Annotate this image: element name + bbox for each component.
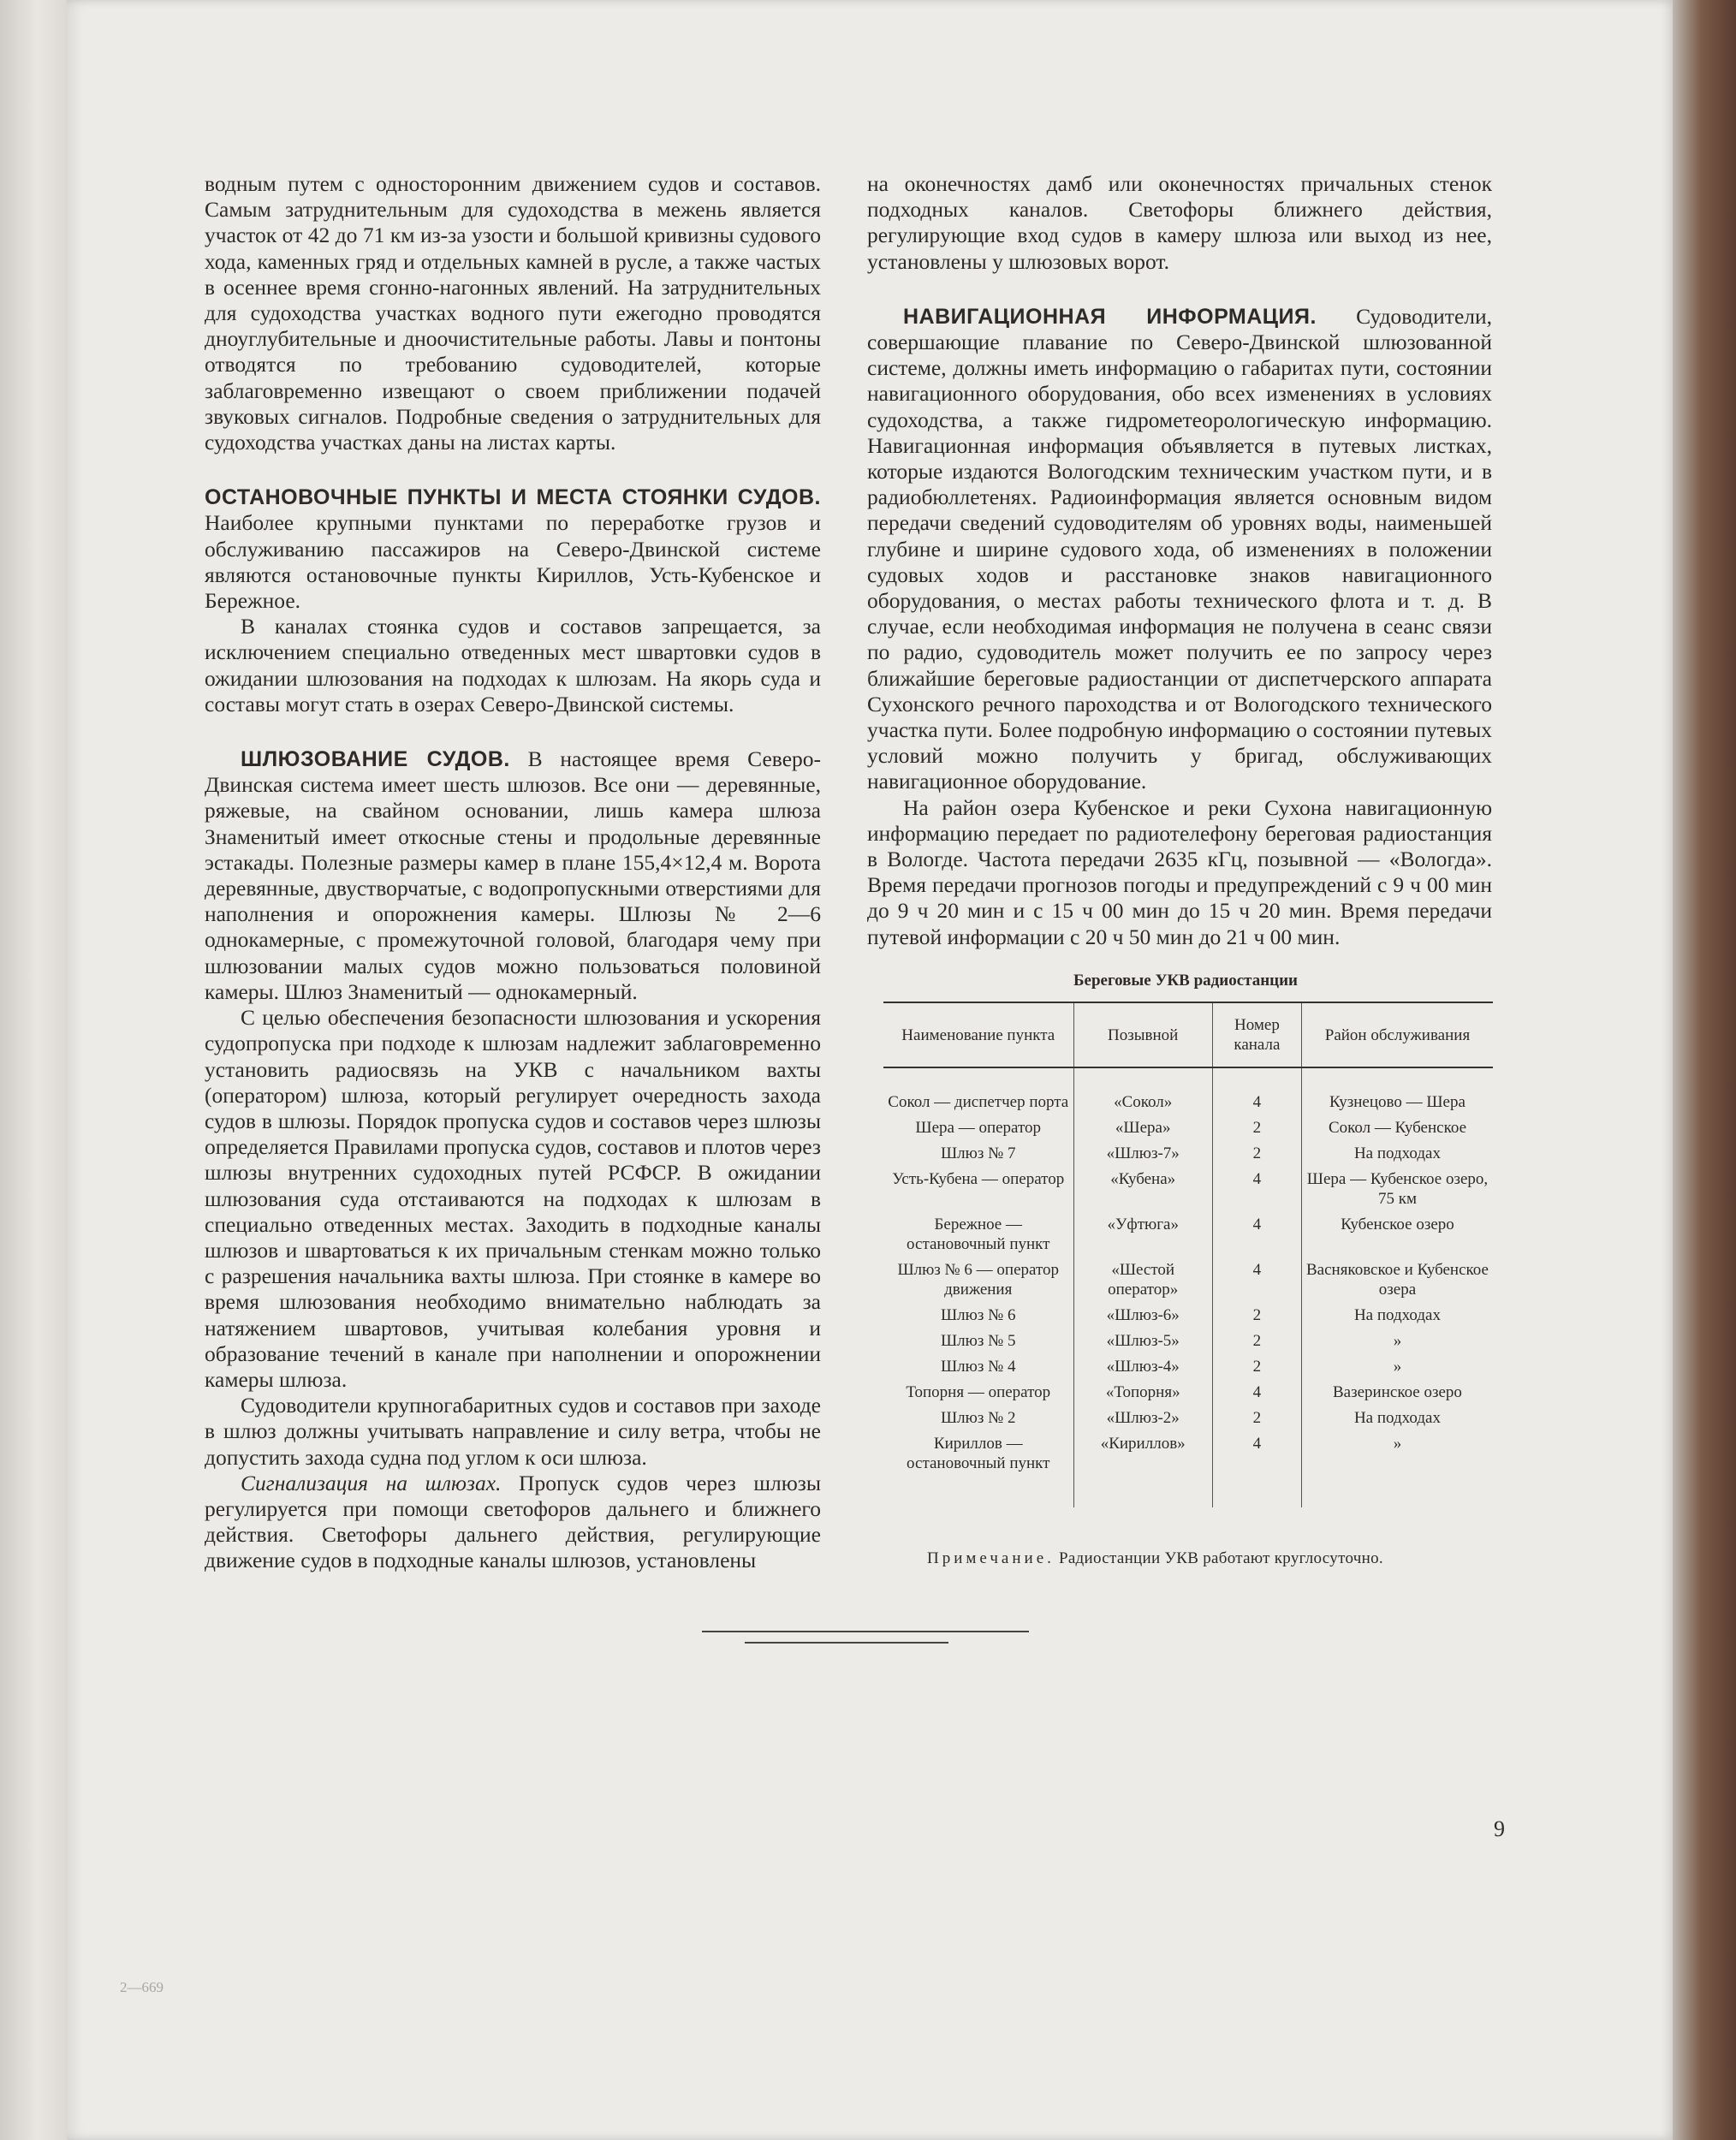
cell-point: Кириллов — остановочный пункт [907,1435,1050,1472]
cell-area: » [1301,1432,1493,1507]
paragraph-radio-schedule: На район озера Кубенское и реки Сухона навигационную информацию передает по радиотелефону береговая радиостанция в Вологде. Частота передачи 2635 кГц, позывной — «Вологда». Время передачи прогнозов погоды и предупреждений с 9 ч 00 мин до 9 ч 20 мин и с 15 ч 00 мин до 15 ч 20 мин. Время передачи путевой информации с 20 ч 50 мин до 21 ч 00 мин. [867,794,1492,949]
cell-area: На подходах [1301,1406,1493,1432]
cell-channel: 2 [1212,1304,1301,1329]
cell-point: Шлюз № 2 [941,1409,1016,1427]
header-point-name: Наименование пункта [883,1002,1073,1067]
left-text-column [205,171,821,1574]
cell-area: Васняковское и Кубенское озера [1301,1258,1493,1304]
table-title: Береговые УКВ радиостанции [1073,972,1298,990]
cell-point: Топорня — оператор [906,1383,1051,1401]
cell-point: Шлюз № 4 [941,1358,1016,1376]
cell-callsign: «Шлюз-6» [1073,1304,1212,1329]
cell-callsign: «Кириллов» [1073,1432,1212,1507]
section-divider-short [745,1642,948,1644]
cell-channel: 4 [1212,1067,1301,1116]
note-label: Примечание. [927,1549,1055,1567]
cell-channel: 4 [1212,1213,1301,1258]
heading-locks: ШЛЮЗОВАНИЕ СУДОВ. [241,747,510,772]
book-cover-edge [1673,0,1736,2140]
header-channel: Номер канала [1212,1002,1301,1067]
header-call-sign: Позывной [1073,1002,1212,1067]
radio-stations-table [883,1002,1493,1507]
table-row [883,1381,1493,1406]
table-row [883,1406,1493,1432]
header-service-area: Район обслуживания [1301,1002,1493,1067]
cell-channel: 2 [1212,1355,1301,1381]
cell-channel: 2 [1212,1116,1301,1142]
section-divider [702,1631,1029,1632]
cell-callsign: «Шлюз-4» [1073,1355,1212,1381]
table-row [883,1213,1493,1258]
right-text-column [867,171,1492,950]
cell-callsign: «Сокол» [1073,1067,1212,1116]
cell-area: Кузнецово — Шера [1301,1067,1493,1116]
cell-channel: 2 [1212,1329,1301,1355]
cell-point: Шлюз № 6 [941,1306,1016,1324]
cell-area: Шера — Кубенское озеро, 75 км [1301,1168,1493,1213]
note-text: Радиостанции УКВ работают круглосуточно. [1058,1549,1383,1567]
page-number: 9 [1494,1816,1505,1841]
cell-point: Шера — оператор [915,1119,1042,1137]
cell-callsign: «Шлюз-7» [1073,1142,1212,1168]
paragraph-signals: Сигнализация на шлюзах. Пропуск судов через шлюзы регулируется при помощи светофоров дальнего и ближнего действия. Светофоры дальнего действия, регулирующие движение судов в подходные каналы шлюзов, установлены [205,1470,822,1573]
table-header-row [883,1002,1493,1067]
cell-point: Усть-Кубена — оператор [892,1170,1065,1188]
paragraph-nav-info: НАВИГАЦИОННАЯ ИНФОРМАЦИЯ. Судоводители, совершающие плавание по Северо-Двинской шлюзованной системе, должны иметь информацию о габаритах пути, состоянии навигационного оборудования, обо всех изменениях в условиях судоходства, а также гидрометеорологическую информацию. Навигационная информация объявляется в путевых листках, которые издаются Вологодским техническим участком пути, и в радиобюллетенях. Радиоинформация является основным видом передачи сведений судоводителям об уровнях воды, наименьшей глубине и ширине судового хода, об изменениях в положении судовых ходов и расстановке знаков навигационного оборудования, о местах работы технического флота и т. д. В случае, если необходимая информация не получена в сеанс связи по радио, судоводитель может получить ее по запросу через ближайшие береговые радиостанции от диспетчерского аппарата Сухонского речного пароходства и от Вологодского технического участка пути. Более подробную информацию о состоянии путевых условий можно получить у бригад, обслуживающих навигационное оборудование. [867,303,1493,794]
cell-channel: 4 [1212,1432,1301,1507]
cell-area: Кубенское озеро [1301,1213,1493,1258]
cell-point: Шлюз № 7 [941,1144,1016,1162]
cell-channel: 2 [1212,1406,1301,1432]
table-row [883,1067,1493,1116]
paragraph-stops: ОСТАНОВОЧНЫЕ ПУНКТЫ И МЕСТА СТОЯНКИ СУДОВ. Наиболее крупными пунктами по переработке грузов и обслуживанию пассажиров на Северо-Двинской системе являются остановочные пункты Кириллов, Усть-Кубенское и Бережное. [205,485,821,614]
cell-point: Шлюз № 5 [941,1332,1016,1350]
paragraph-signal-lights: на оконечностях дамб или оконечностях причальных стенок подходных каналов. Светофоры ближнего действия, регулирующие вход судов в камеру шлюза или выход из нее, установлены у шлюзовых ворот. [867,171,1492,274]
heading-nav-info: НАВИГАЦИОННАЯ ИНФОРМАЦИЯ. [903,304,1317,329]
table-row [883,1432,1493,1507]
cell-point: Сокол — диспетчер порта [888,1093,1069,1111]
cell-point: Бережное — остановочный пункт [907,1216,1050,1253]
cell-callsign: «Уфтюга» [1073,1213,1212,1258]
table-row [883,1116,1493,1142]
table-row [883,1258,1493,1304]
paragraph-large-vessels: Судоводители крупногабаритных судов и составов при заходе в шлюз должны учитывать направление и силу ветра, чтобы не допустить захода судна под углом к оси шлюза. [205,1393,821,1470]
table-row [883,1304,1493,1329]
paragraph-locks: ШЛЮЗОВАНИЕ СУДОВ. В настоящее время Северо-Двинская система имеет шесть шлюзов. Все они — деревянные, ряжевые, на свайном основании, лишь камера шлюза Знаменитый имеет откосные стены и продольные деревянные эстакады. Полезные размеры камер в плане 155,4×12,4 м. Ворота деревянные, двустворчатые, с водопропускными отверстиями для наполнения и опорожнения камеры. Шлюзы № 2—6 однокамерные, с промежуточной головой, благодаря чему при шлюзовании малых судов можно пользоваться половиной камеры. Шлюз Знаменитый — однокамерный. [205,746,821,1004]
cell-point: Шлюз № 6 — оператор движения [897,1261,1060,1299]
table-row [883,1168,1493,1213]
paragraph-lock-safety: С целью обеспечения безопасности шлюзования и ускорения судопропуска при подходе к шлюзам надлежит заблаговременно установить радиосвязь на УКВ с начальником вахты (оператором) шлюза, который регулирует очередность захода судов в шлюзы. Порядок пропуска судов и составов через шлюзы определяется Правилами пропуска судов, составов и плотов через шлюзы внутренних судоходных путей РСФСР. В ожидании шлюзования суда отстаиваются на подходах к шлюзам в специально отведенных местах. Заходить в подходные каналы шлюзов и швартоваться к их причальным стенкам можно только с разрешения начальника вахты шлюза. При стоянке в камере во время шлюзования необходимо внимательно наблюдать за натяжением швартовов, учитывая колебания уровня и образование течений в канале при наполнении и опорожнении камеры шлюза. [205,1005,821,1392]
cell-area: На подходах [1301,1304,1493,1329]
cell-area: Сокол — Кубенское [1301,1116,1493,1142]
heading-stops: ОСТАНОВОЧНЫЕ ПУНКТЫ И МЕСТА СТОЯНКИ СУДОВ. [205,485,821,510]
cell-channel: 4 [1212,1258,1301,1304]
cell-area: На подходах [1301,1142,1493,1168]
paragraph-waterway: водным путем с односторонним движением судов и составов. Самым затруднительным для судоходства в межень является участок от 42 до 71 км из-за узости и большой кривизны судового хода, каменных гряд и отдельных камней в русле, а также частых в осеннее время сгонно-нагонных явлений. На затруднительных для судоходства участках водного пути ежегодно проводятся дноуглубительные и дноочистительные работы. Лавы и понтоны отводятся по требованию судоводителей, которые заблаговременно извещают о своем приближении подачей звуковых сигналов. Подробные сведения о затруднительных для судоходства участках даны на листах карты. [205,171,821,455]
cell-callsign: «Шера» [1073,1116,1212,1142]
cell-callsign: «Кубена» [1073,1168,1212,1213]
cell-channel: 4 [1212,1381,1301,1406]
cell-callsign: «Шлюз-2» [1073,1406,1212,1432]
table-row [883,1142,1493,1168]
table-note [927,1549,1509,1568]
cell-channel: 4 [1212,1168,1301,1213]
cell-callsign: «Шестой оператор» [1073,1258,1212,1304]
cell-area: Вазеринское озеро [1301,1381,1493,1406]
table-row [883,1355,1493,1381]
previous-page-edge [0,0,67,2140]
cell-callsign: «Топорня» [1073,1381,1212,1406]
cell-area: » [1301,1355,1493,1381]
table-row [883,1329,1493,1355]
cell-area: » [1301,1329,1493,1355]
cell-callsign: «Шлюз-5» [1073,1329,1212,1355]
cell-channel: 2 [1212,1142,1301,1168]
printer-signature: 2—669 [120,1979,163,1995]
heading-signals: Сигнализация на шлюзах. [241,1470,502,1495]
paragraph-anchorage: В каналах стоянка судов и составов запрещается, за исключением специально отведенных мест швартовки судов в ожидании шлюзования на подходах к шлюзам. На якорь суда и составы могут стать в озерах Северо-Двинской системы. [205,614,821,716]
